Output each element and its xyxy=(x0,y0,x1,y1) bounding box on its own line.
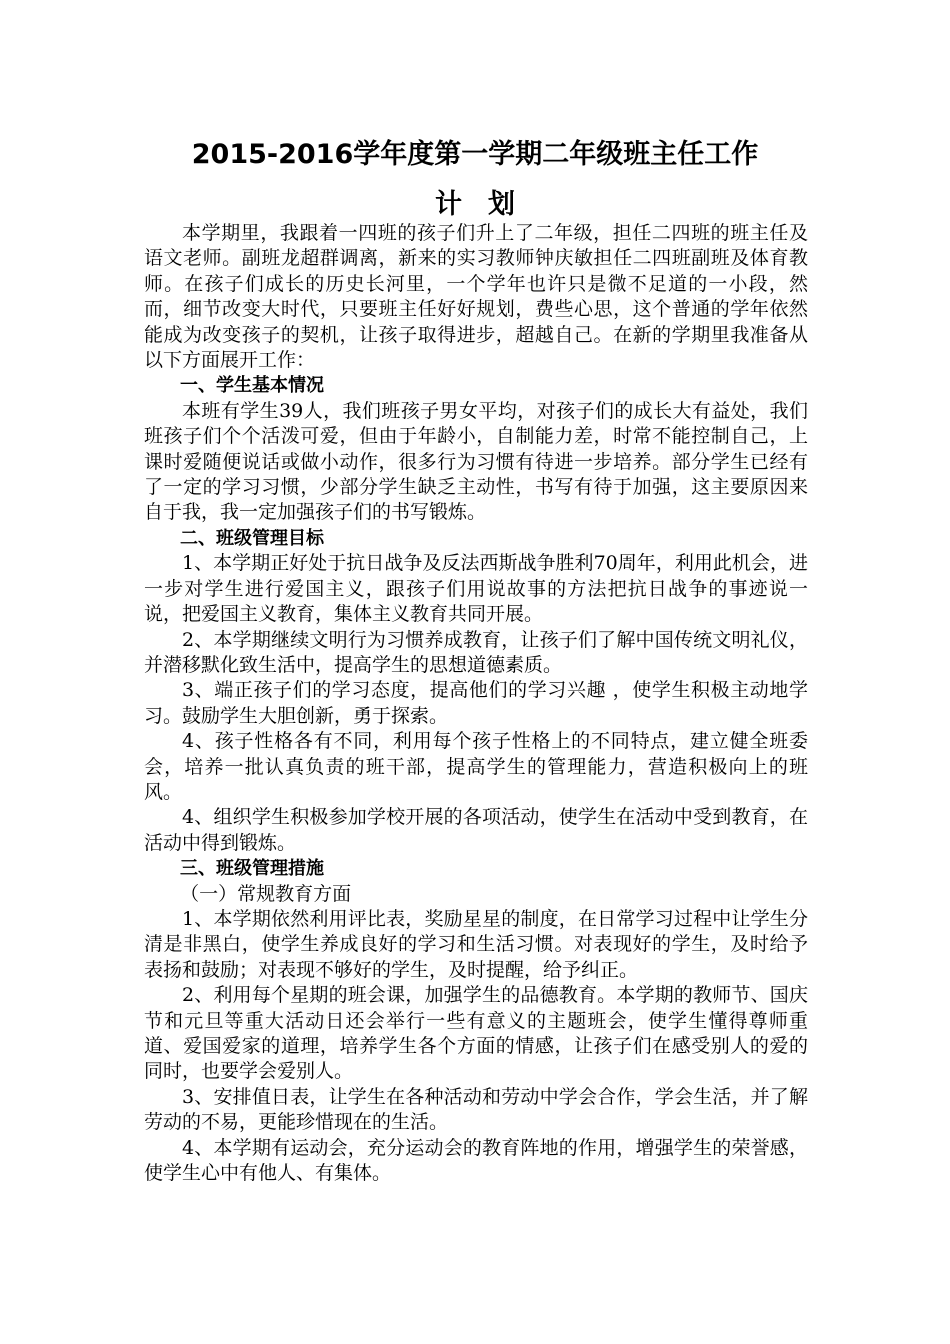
section-heading: 一、学生基本情况 xyxy=(180,375,324,397)
section-heading: 三、班级管理措施 xyxy=(180,858,324,880)
list-item: 1、本学期依然利用评比表，奖励星星的制度，在日常学习过程中让学生分清是非黑白，使学生养成良好的学习和生活习惯。对表现好的学生，及时给予表扬和鼓励；对表现不够好的学生，及时提醒，给予纠正。 xyxy=(144,907,808,981)
list-item: 4、本学期有运动会，充分运动会的教育阵地的作用，增强学生的荣誉感，使学生心中有他人、有集体。 xyxy=(144,1136,808,1185)
intro-paragraph: 本学期里，我跟着一四班的孩子们升上了二年级，担任二四班的班主任及语文老师。副班龙超群调离，新来的实习教师钟庆敏担任二四班副班及体育教师。在孩子们成长的历史长河里，一个学年也许只是微不足道的一小段，然而，细节改变大时代，只要班主任好好规划，费些心思，这个普通的学年依然能成为改变孩子的契机，让孩子取得进步，超越自己。在新的学期里我准备从以下方面展开工作： xyxy=(144,222,808,372)
list-item: 4、组织学生积极参加学校开展的各项活动，使学生在活动中受到教育，在活动中得到锻炼。 xyxy=(144,806,808,854)
list-item: 2、本学期继续文明行为习惯养成教育，让孩子们了解中国传统文明礼仪，并潜移默化致生活中，提高学生的思想道德素质。 xyxy=(144,628,808,676)
list-item: 1、本学期正好处于抗日战争及反法西斯战争胜利70周年，利用此机会，进一步对学生进行爱国主义，跟孩子们用说故事的方法把抗日战争的事迹说一说，把爱国主义教育，集体主义教育共同开展。 xyxy=(144,552,808,626)
list-item: 3、端正孩子们的学习态度，提高他们的学习兴趣 ，使学生积极主动地学习。鼓励学生大胆创新，勇于探索。 xyxy=(144,679,808,727)
subsection-heading: （一）常规教育方面 xyxy=(180,882,352,905)
document-body xyxy=(144,221,808,1186)
list-item: 2、利用每个星期的班会课，加强学生的品德教育。本学期的教师节、国庆节和元旦等重大活动日还会举行一些有意义的主题班会，使学生懂得尊师重道、爱国爱家的道理，培养学生各个方面的情感，让孩子们在感受别人的爱的同时，也要学会爱别人。 xyxy=(144,984,808,1083)
document-title-continued: 计划 xyxy=(435,189,541,220)
section-heading: 二、班级管理目标 xyxy=(180,527,324,549)
list-item: 3、安排值日表，让学生在各种活动和劳动中学会合作，学会生活，并了解劳动的不易，更能珍惜现在的生活。 xyxy=(144,1085,808,1134)
paragraph: 本班有学生39人，我们班孩子男女平均，对孩子们的成长大有益处，我们班孩子们个个活泼可爱，但由于年龄小，自制能力差，时常不能控制自己，上课时爱随便说话或做小动作，很多行为习惯有待进一步培养。部分学生已经有了一定的学习习惯，少部分学生缺乏主动性，书写有待于加强，这主要原因来自于我，我一定加强孩子们的书写锻炼。 xyxy=(144,399,808,524)
document-title: 2015-2016学年度第一学期二年级班主任工作 xyxy=(191,139,759,170)
list-item: 4、孩子性格各有不同，利用每个孩子性格上的不同特点，建立健全班委会，培养一批认真负责的班干部，提高学生的管理能力，营造积极向上的班风。 xyxy=(144,730,808,803)
